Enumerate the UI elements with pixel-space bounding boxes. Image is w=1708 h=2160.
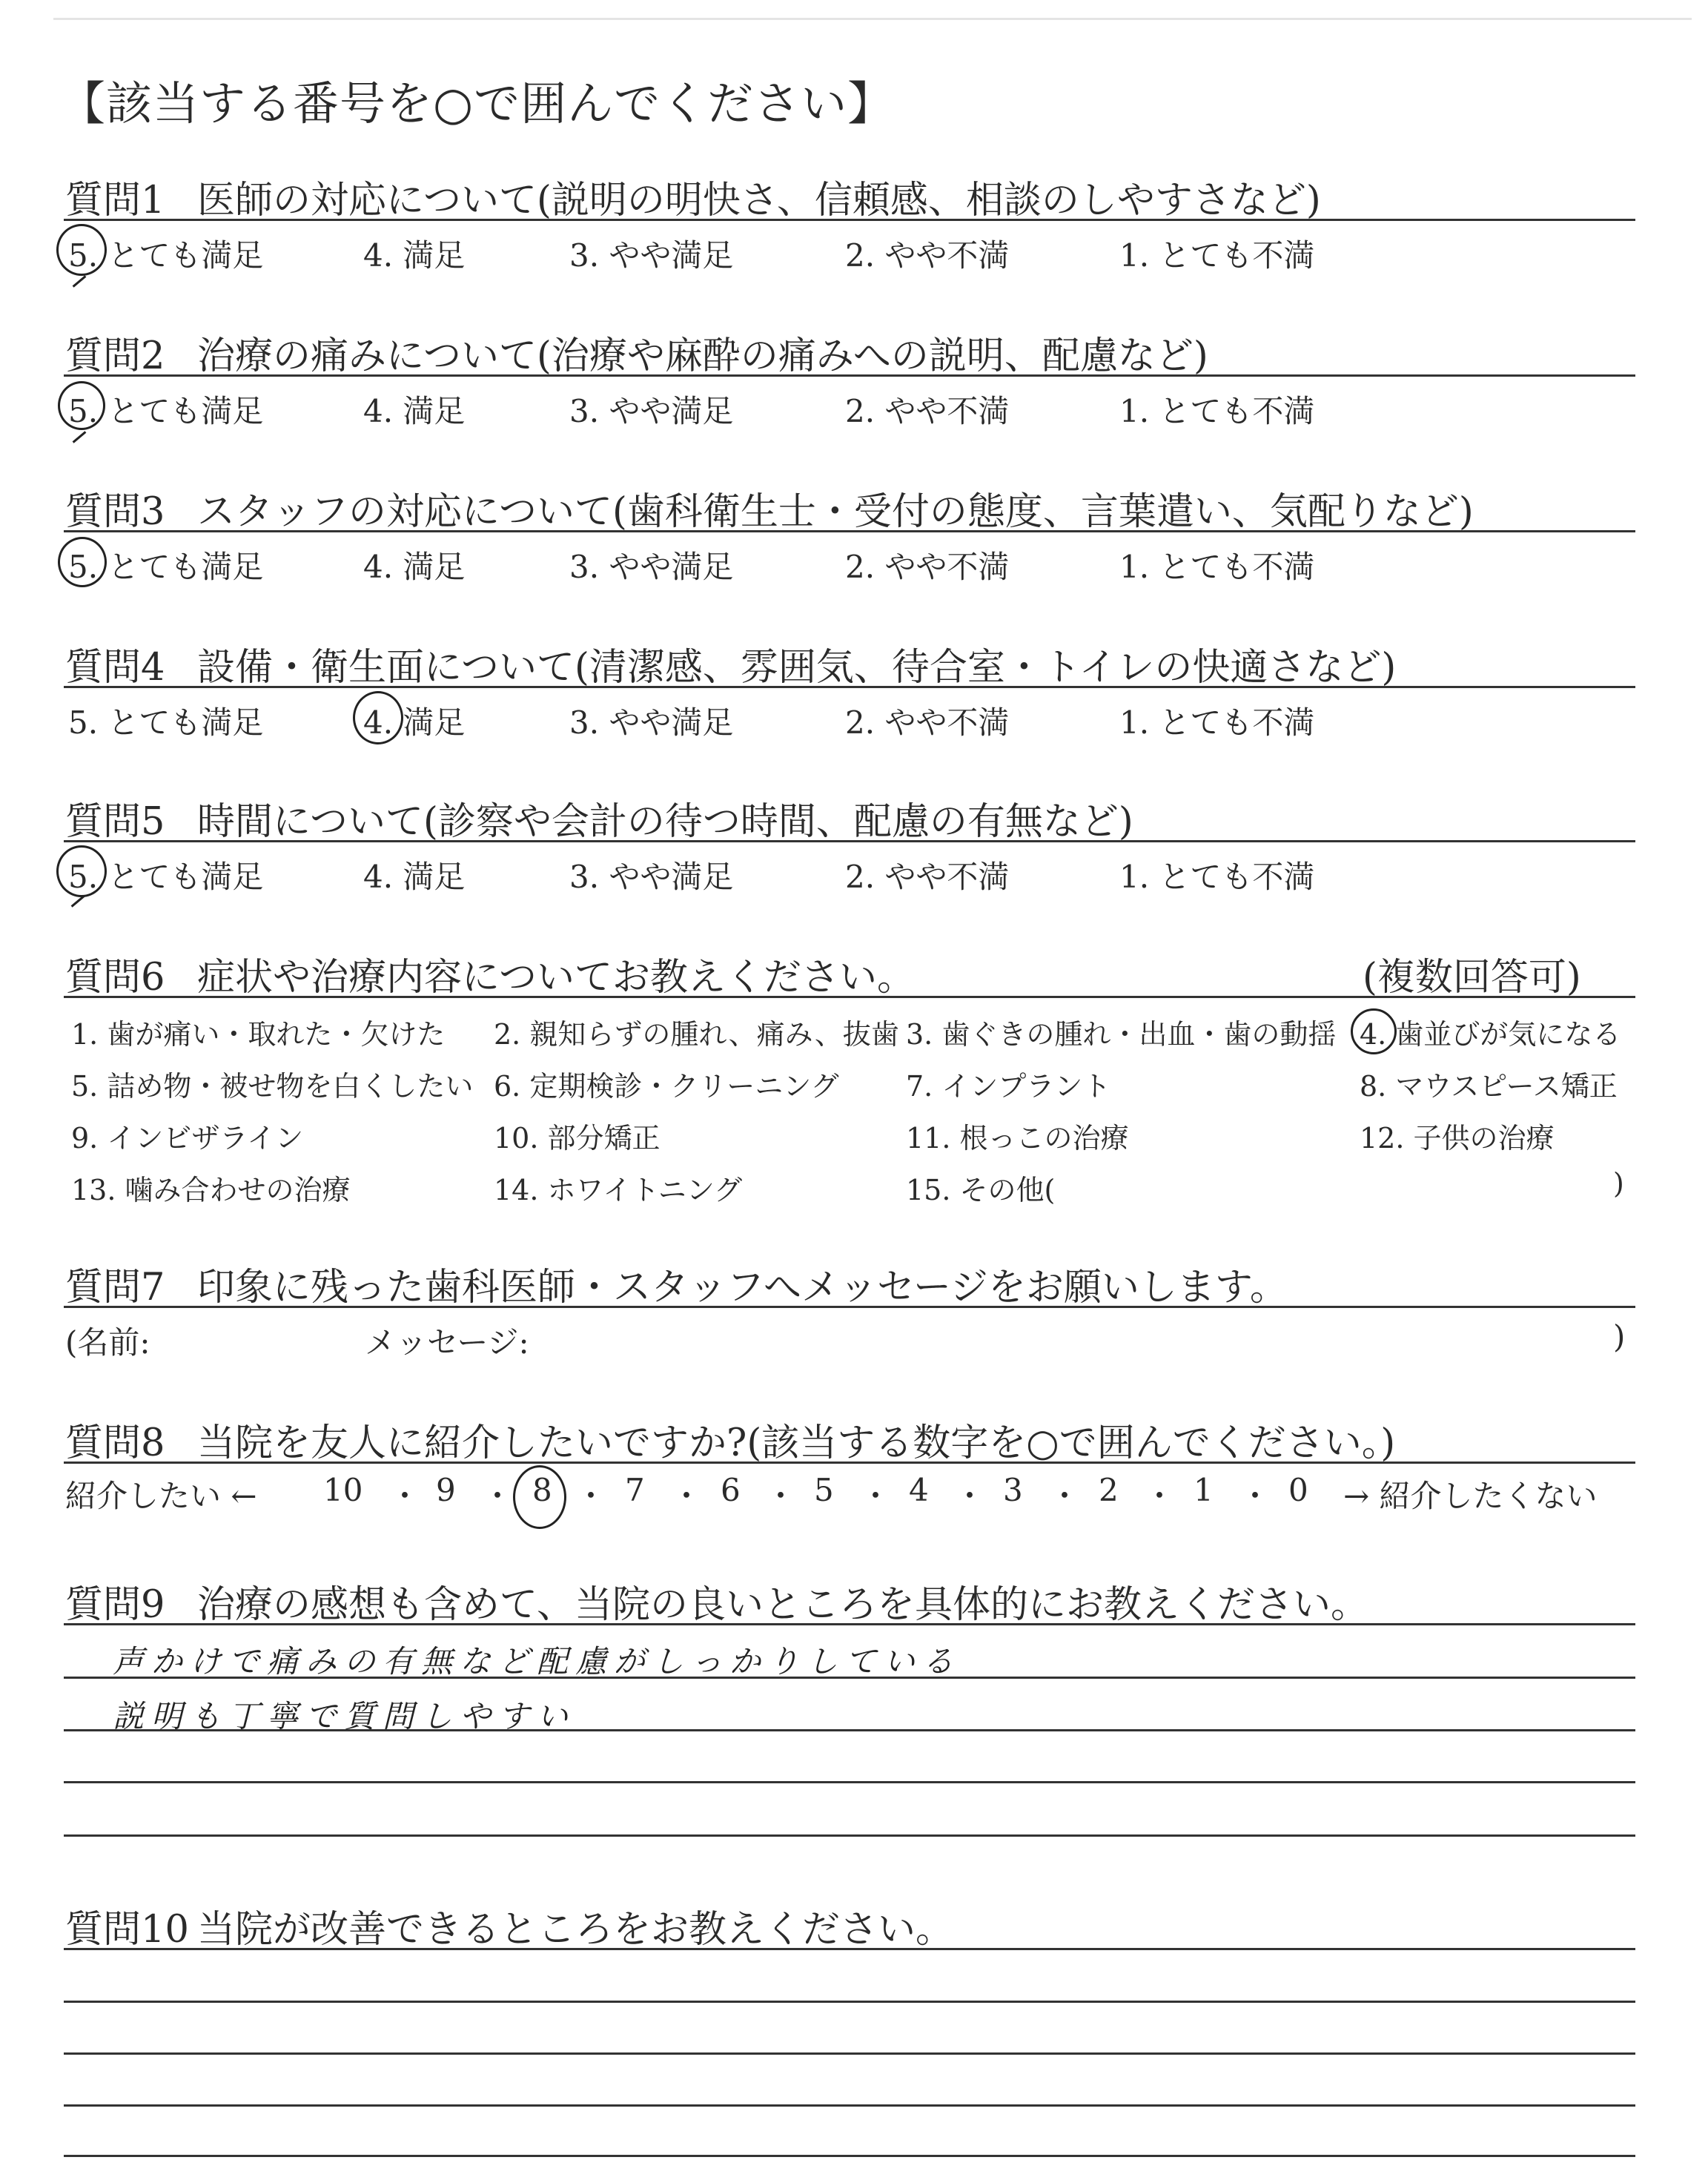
rating-option-3[interactable]: 3. やや満足	[569, 859, 734, 895]
symptom-option-12[interactable]: 12. 子供の治療	[1360, 1122, 1555, 1155]
divider	[64, 686, 1635, 688]
question-text: 印象に残った歯科医師・スタッフへメッセージをお願いします。	[197, 1266, 1288, 1309]
selection-mark	[73, 275, 87, 287]
question-3	[65, 480, 1474, 535]
selection-circle	[58, 381, 105, 430]
divider	[64, 1623, 1635, 1625]
selection-circle	[353, 691, 403, 744]
scale-3[interactable]: 3	[1003, 1472, 1023, 1508]
divider	[64, 1462, 1635, 1464]
rating-option-2[interactable]: 2. やや不満	[845, 549, 1010, 585]
divider	[64, 374, 1635, 377]
question-9	[65, 1573, 1368, 1628]
question-number: 質問1	[65, 179, 165, 222]
scale-separator: ・	[389, 1478, 421, 1514]
question-number: 質問9	[65, 1583, 165, 1627]
question-text: 当院を友人に紹介したいですか?(該当する数字を○で囲んでください。)	[197, 1421, 1396, 1465]
answer-line	[64, 1729, 1635, 1731]
question-1	[65, 169, 1321, 224]
symptom-option-8[interactable]: 8. マウスピース矯正	[1360, 1070, 1618, 1103]
answer-line	[64, 2052, 1635, 2055]
question-number: 質問8	[65, 1421, 165, 1465]
selection-circle	[58, 537, 107, 587]
symptom-option-15[interactable]: 15. その他(	[906, 1174, 1056, 1206]
rating-option-4[interactable]: 4. 満足	[363, 393, 466, 429]
rating-option-2[interactable]: 2. やや不満	[845, 704, 1010, 741]
question-number: 質問4	[65, 646, 165, 690]
scale-separator: ・	[575, 1478, 607, 1514]
divider	[64, 840, 1635, 842]
symptom-option-11[interactable]: 11. 根っこの治療	[906, 1122, 1129, 1155]
multiple-answers-note: (複数回答可)	[1363, 956, 1581, 1000]
question-text: 設備・衛生面について(清潔感、雰囲気、待合室・トイレの快適さなど)	[197, 646, 1397, 690]
symptom-option-14[interactable]: 14. ホワイトニング	[494, 1174, 743, 1206]
selection-circle	[56, 224, 107, 276]
question-number: 質問5	[65, 800, 165, 844]
question-text: 時間について(診察や会計の待つ時間、配慮の有無など)	[197, 800, 1133, 844]
rating-option-5[interactable]: 5. とても満足	[68, 237, 264, 274]
question-number: 質問3	[65, 490, 165, 534]
symptom-option-9[interactable]: 9. インビザライン	[71, 1122, 304, 1155]
scale-7[interactable]: 7	[625, 1472, 645, 1508]
answer-line	[64, 2001, 1635, 2003]
rating-option-1[interactable]: 1. とても不満	[1119, 704, 1315, 741]
handwritten-answer-line-2: 説明も丁寧で質問しやすい	[113, 1698, 576, 1734]
question-text: スタッフの対応について(歯科衛生士・受付の態度、言葉遣い、気配りなど)	[197, 490, 1474, 534]
question-text: 当院が改善できるところをお教えください。	[197, 1908, 954, 1952]
question-number: 質問6	[65, 956, 165, 1000]
question-number: 質問2	[65, 334, 165, 378]
answer-line	[64, 1781, 1635, 1783]
divider	[64, 219, 1635, 221]
recommend-label: 紹介したい ←	[65, 1478, 257, 1514]
scale-6[interactable]: 6	[721, 1472, 741, 1508]
answer-line	[64, 1834, 1635, 1837]
symptom-option-1[interactable]: 1. 歯が痛い・取れた・欠けた	[71, 1018, 446, 1051]
scale-4[interactable]: 4	[909, 1472, 929, 1508]
rating-option-2[interactable]: 2. やや不満	[845, 237, 1010, 274]
question-text: 治療の感想も含めて、当院の良いところを具体的にお教えください。	[197, 1583, 1368, 1627]
symptom-option-10[interactable]: 10. 部分矯正	[494, 1122, 661, 1155]
rating-option-1[interactable]: 1. とても不満	[1119, 549, 1315, 585]
message-label: メッセージ:	[365, 1324, 529, 1361]
question-8	[65, 1412, 1395, 1467]
scale-separator: ・	[954, 1478, 986, 1514]
name-label: (名前:	[65, 1324, 150, 1361]
question-number: 質問10	[65, 1908, 189, 1952]
answer-line	[64, 1677, 1635, 1679]
scale-0[interactable]: 0	[1288, 1472, 1308, 1508]
rating-option-5[interactable]: 5. とても満足	[68, 704, 264, 741]
page-title: 【該当する番号を○で囲んでください】	[59, 76, 895, 131]
rating-option-3[interactable]: 3. やや満足	[569, 393, 734, 429]
scale-separator: ・	[765, 1478, 797, 1514]
rating-option-1[interactable]: 1. とても不満	[1119, 859, 1315, 895]
question-6	[65, 946, 915, 1001]
symptom-option-3[interactable]: 3. 歯ぐきの腫れ・出血・歯の動揺	[906, 1018, 1337, 1051]
scale-separator: ・	[1239, 1478, 1271, 1514]
rating-option-4[interactable]: 4. 満足	[363, 704, 466, 741]
question-4	[65, 636, 1396, 691]
question-7	[65, 1256, 1288, 1311]
scale-10[interactable]: 10	[323, 1472, 363, 1508]
question-text: 症状や治療内容についてお教えください。	[197, 956, 915, 1000]
symptom-option-13[interactable]: 13. 噛み合わせの治療	[71, 1174, 351, 1206]
divider	[64, 1306, 1635, 1308]
rating-option-3[interactable]: 3. やや満足	[569, 704, 734, 741]
symptom-option-6[interactable]: 6. 定期検診・クリーニング	[494, 1070, 839, 1103]
scale-separator: ・	[1049, 1478, 1081, 1514]
rating-option-5[interactable]: 5. とても満足	[68, 549, 264, 585]
question-number: 質問7	[65, 1266, 165, 1309]
other-close-paren: )	[1613, 1167, 1624, 1200]
divider	[64, 996, 1635, 998]
rating-option-4[interactable]: 4. 満足	[363, 859, 466, 895]
rating-option-3[interactable]: 3. やや満足	[569, 237, 734, 274]
question-text: 医師の対応について(説明の明快さ、信頼感、相談のしやすさなど)	[197, 179, 1321, 222]
scale-separator: ・	[482, 1478, 514, 1514]
symptom-option-2[interactable]: 2. 親知らずの腫れ、痛み、抜歯	[494, 1018, 899, 1051]
scale-5[interactable]: 5	[814, 1472, 834, 1508]
divider	[64, 530, 1635, 532]
answer-line	[64, 2155, 1635, 2157]
selection-circle	[1351, 1008, 1397, 1054]
rating-option-1[interactable]: 1. とても不満	[1119, 237, 1315, 274]
symptom-option-7[interactable]: 7. インプラント	[906, 1070, 1111, 1103]
scale-separator: ・	[1144, 1478, 1176, 1514]
question-10	[65, 1898, 953, 1953]
question-5	[65, 790, 1133, 845]
rating-option-4[interactable]: 4. 満足	[363, 549, 466, 585]
message-close-paren: )	[1613, 1318, 1626, 1355]
symptom-option-4[interactable]: 4. 歯並びが気になる	[1360, 1018, 1621, 1051]
selection-circle	[56, 845, 107, 897]
scale-separator: ・	[671, 1478, 703, 1514]
rating-option-5[interactable]: 5. とても満足	[68, 393, 264, 429]
rating-option-2[interactable]: 2. やや不満	[845, 393, 1010, 429]
rating-option-2[interactable]: 2. やや不満	[845, 859, 1010, 895]
selection-mark	[73, 431, 87, 443]
scale-separator: ・	[860, 1478, 892, 1514]
scale-2[interactable]: 2	[1099, 1472, 1119, 1508]
divider	[64, 1948, 1635, 1950]
not-recommend-label: → 紹介したくない	[1343, 1478, 1598, 1514]
rating-option-4[interactable]: 4. 満足	[363, 237, 466, 274]
scale-1[interactable]: 1	[1194, 1472, 1214, 1508]
symptom-option-5[interactable]: 5. 詰め物・被せ物を白くしたい	[71, 1070, 474, 1103]
selection-circle	[513, 1465, 566, 1529]
handwritten-answer-line-1: 声かけで痛みの有無など配慮がしっかりしている	[113, 1643, 961, 1680]
rating-option-5[interactable]: 5. とても満足	[68, 859, 264, 895]
rating-option-3[interactable]: 3. やや満足	[569, 549, 734, 585]
question-text: 治療の痛みについて(治療や麻酔の痛みへの説明、配慮など)	[197, 334, 1208, 378]
scan-top-edge	[53, 18, 1692, 20]
rating-option-1[interactable]: 1. とても不満	[1119, 393, 1315, 429]
scale-8[interactable]: 8	[532, 1472, 552, 1508]
question-2	[65, 325, 1208, 380]
answer-line	[64, 2104, 1635, 2107]
scale-9[interactable]: 9	[436, 1472, 456, 1508]
